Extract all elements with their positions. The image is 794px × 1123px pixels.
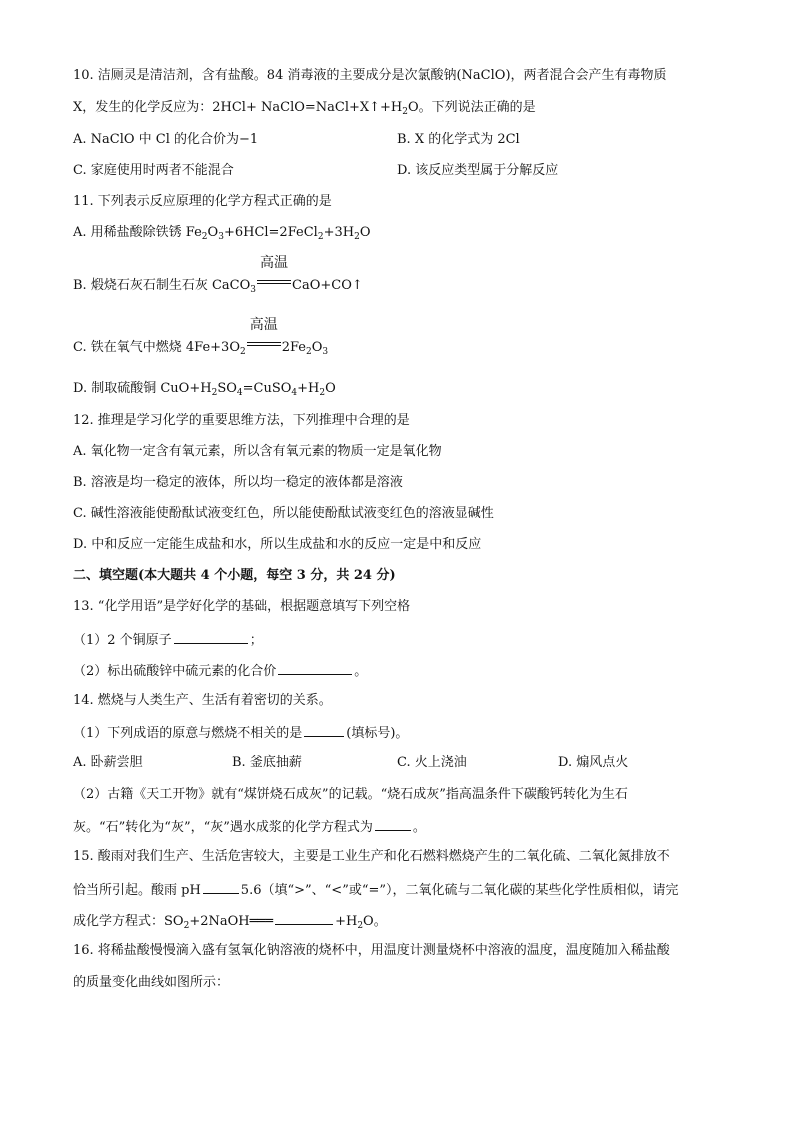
q14-stem: 14. 燃烧与人类生产、生活有着密切的关系。 <box>73 693 332 708</box>
answer-blank[interactable] <box>275 911 333 925</box>
text: O <box>207 225 219 240</box>
text: 2Fe <box>281 340 306 355</box>
q12-option-b: B. 溶液是均一稳定的液体，所以均一稳定的液体都是溶液 <box>73 475 403 490</box>
text: D. 制取硫酸铜 CuO+H <box>73 381 212 396</box>
subscript: 3 <box>322 347 329 357</box>
text: SO <box>217 381 237 396</box>
q11-stem: 11. 下列表示反应原理的化学方程式正确的是 <box>73 194 332 209</box>
q14-option-a: A. 卧薪尝胆 <box>73 755 143 770</box>
q10-line2-text-end: O。下列说法正确的是 <box>408 100 536 115</box>
text: ； <box>249 633 263 648</box>
q12-option-c: C. 碱性溶液能使酚酞试液变红色，所以能使酚酞试液变红色的溶液显碱性 <box>73 506 494 521</box>
q16-line1: 16. 将稀盐酸慢慢滴入盛有氢氧化钠溶液的烧杯中，用温度计测量烧杯中溶液的温度，温度随加入稀盐酸 <box>73 943 670 958</box>
q14-option-b: B. 釜底抽薪 <box>232 755 302 770</box>
text: CaO+CO↑ <box>292 278 363 293</box>
subscript: 2 <box>354 232 360 242</box>
subscript: 2 <box>357 921 364 931</box>
q10-option-a: A. NaClO 中 Cl 的化合价为−1 <box>73 132 259 147</box>
q11-option-c <box>73 317 329 358</box>
text: B. 煅烧石灰石制生石灰 CaCO <box>73 278 251 293</box>
q15-line2 <box>73 880 679 900</box>
subscript: 2 <box>306 347 312 357</box>
text: （2）标出硫酸锌中硫元素的化合价 <box>73 664 277 679</box>
condition-label: 高温 <box>249 317 278 333</box>
text: 成化学方程式：SO <box>73 914 184 929</box>
q11-option-d <box>73 380 336 399</box>
answer-blank[interactable] <box>304 723 344 737</box>
subscript: 2 <box>201 232 208 242</box>
double-line <box>247 342 281 346</box>
q14-part1 <box>73 723 408 743</box>
q14-option-c: C. 火上浇油 <box>397 755 467 770</box>
q16-line2: 的质量变化曲线如图所示： <box>73 975 230 990</box>
answer-blank[interactable] <box>174 630 248 644</box>
q14-option-d: D. 煽风点火 <box>558 755 629 770</box>
text: C. 铁在氧气中燃烧 4Fe+3O <box>73 340 240 355</box>
q15-line1: 15. 酸雨对我们生产、生活危害较大，主要是工业生产和化石燃料燃烧产生的二氧化硫、二氧化氮排放不 <box>73 849 670 864</box>
subscript: 2 <box>317 232 324 242</box>
reaction-condition-arrow <box>256 255 292 289</box>
subscript: 3 <box>218 232 224 242</box>
text: O <box>311 340 323 355</box>
q15-line3 <box>73 911 387 932</box>
subscript: 2 <box>183 921 190 931</box>
q13-part1 <box>73 630 263 650</box>
q10-option-d: D. 该反应类型属于分解反应 <box>397 163 559 178</box>
condition-label: 高温 <box>260 255 288 271</box>
q13-part2 <box>73 661 367 681</box>
subscript: 3 <box>250 285 256 295</box>
text: 灰。“石”转化为“灰”，“灰”遇水成浆的化学方程式为 <box>73 820 373 835</box>
text: 。 <box>412 820 426 835</box>
answer-blank[interactable] <box>375 817 411 831</box>
text: +2NaOH═══ <box>189 914 274 929</box>
q11-option-b <box>73 255 363 296</box>
q10-line1: 10. 洁厕灵是清洁剂，含有盐酸。84 消毒液的主要成分是次氯酸钠(NaClO)，两者混合会产生有毒物质 <box>73 68 667 83</box>
reaction-condition-arrow <box>246 317 282 351</box>
subscript: 2 <box>402 107 409 117</box>
subscript: 4 <box>236 388 243 398</box>
text: O。 <box>363 914 387 929</box>
text: （1）2 个铜原子 <box>73 633 172 648</box>
q10-line2 <box>73 99 536 118</box>
text: 恰当所引起。酸雨 pH <box>73 883 201 898</box>
text: +6HCl=2FeCl <box>223 225 318 240</box>
answer-blank[interactable] <box>203 880 239 894</box>
text: +H <box>335 914 358 929</box>
subscript: 2 <box>319 388 326 398</box>
text: A. 用稀盐酸除铁锈 Fe <box>73 225 202 240</box>
q10-option-c: C. 家庭使用时两者不能混合 <box>73 163 234 178</box>
answer-blank[interactable] <box>278 661 352 675</box>
section-heading: 二、填空题(本大题共 4 个小题，每空 3 分，共 24 分) <box>73 568 396 583</box>
text: +3H <box>323 225 355 240</box>
q12-option-d: D. 中和反应一定能生成盐和水，所以生成盐和水的反应一定是中和反应 <box>73 537 482 552</box>
q10-option-b: B. X 的化学式为 2Cl <box>397 132 520 147</box>
text: +H <box>297 381 320 396</box>
text: (填标号)。 <box>346 726 409 741</box>
text: （1）下列成语的原意与燃烧不相关的是 <box>73 726 303 741</box>
double-line <box>257 280 291 284</box>
subscript: 2 <box>239 347 246 357</box>
q11-option-a <box>73 224 370 243</box>
q14-part2-line2 <box>73 817 426 837</box>
text: 5.6（填“>”、“<”或“=”），二氧化硫与二氧化碳的某些化学性质相似，请完 <box>240 883 679 898</box>
text: O <box>359 225 371 240</box>
text: =CuSO <box>242 381 292 396</box>
q13-stem: 13. “化学用语”是学好化学的基础，根据题意填写下列空格 <box>73 599 411 614</box>
q14-part2-line1: （2）古籍《天工开物》就有“煤饼烧石成灰”的记载。“烧石成灰”指高温条件下碳酸钙转化为生石 <box>73 787 628 802</box>
q12-option-a: A. 氧化物一定含有氧元素，所以含有氧元素的物质一定是氧化物 <box>73 444 442 459</box>
q10-line2-text: X，发生的化学反应为：2HCl+ NaClO=NaCl+X↑+H <box>73 100 403 115</box>
q12-stem: 12. 推理是学习化学的重要思维方法，下列推理中合理的是 <box>73 413 410 428</box>
subscript: 4 <box>291 388 298 398</box>
subscript: 2 <box>211 388 218 398</box>
text: O <box>325 381 336 396</box>
text: 。 <box>354 664 368 679</box>
